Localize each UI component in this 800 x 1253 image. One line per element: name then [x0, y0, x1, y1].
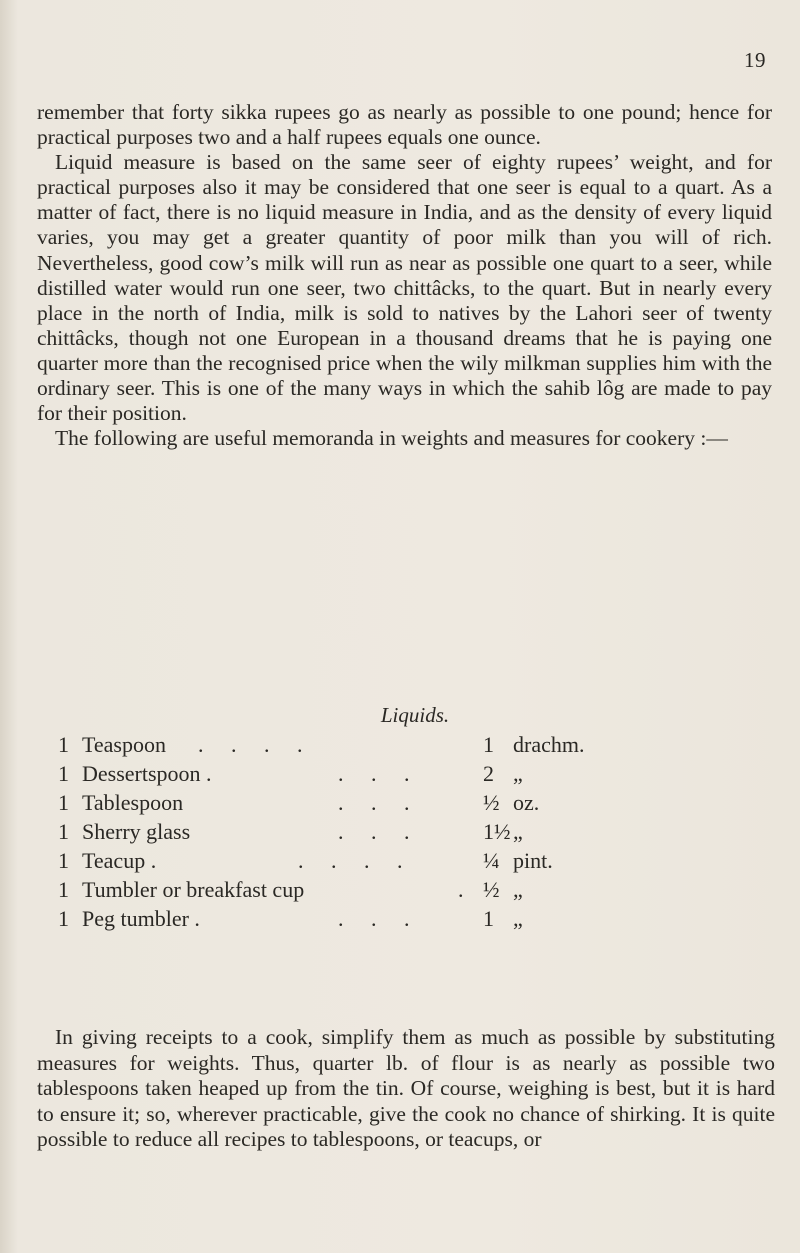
row-quantity: 2: [483, 761, 494, 786]
lower-text: [37, 1025, 775, 1153]
liquids-table: [58, 732, 778, 935]
liquids-row: [58, 848, 778, 877]
row-measure: Dessertspoon .: [82, 761, 212, 786]
row-quantity: 1: [483, 906, 494, 931]
row-leader-dots: . . . .: [198, 732, 314, 757]
row-unit: „: [513, 906, 523, 931]
row-quantity: 1: [483, 732, 494, 757]
liquids-row: [58, 790, 778, 819]
row-measure: Sherry glass: [82, 819, 191, 844]
row-count: 1: [58, 790, 69, 815]
row-quantity: ¼: [483, 848, 500, 873]
liquids-row: [58, 819, 778, 848]
row-leader-dots: . . .: [338, 819, 421, 844]
body-text: [37, 100, 772, 451]
row-measure: Tumbler or breakfast cup: [82, 877, 305, 902]
row-unit: „: [513, 877, 523, 902]
paragraph-2: Liquid measure is based on the same seer of eighty rupees’ weight, and for practical purposes also it may be considered that one seer is equal to a quart. As a matter of fact, there is no liquid measure in India, and as the density of every liquid varies, you may get a greater quantity of poor milk than you will of rich. Nevertheless, good cow’s milk will run as near as possible one quart to a seer, while distilled water would run one seer, two chittâcks, to the quart. But in nearly every place in the north of India, milk is sold to natives by the Lahori seer of twenty chittâcks, though not one European in a thousand dreams that he is paying one quarter more than the recognised price when the wily milkman supplies him with the ordinary seer. This is one of the many ways in which the sahib lôg are made to pay for their position.: [37, 150, 772, 426]
row-measure: Teaspoon: [82, 732, 166, 757]
row-leader-dots: . . .: [338, 906, 421, 931]
paragraph-1: remember that forty sikka rupees go as nearly as possible to one pound; hence for practical purposes two and a half rupees equals one ounce.: [37, 100, 772, 150]
row-leader-dots: . . . .: [298, 848, 414, 873]
row-count: 1: [58, 877, 69, 902]
row-leader-dots: . . .: [338, 761, 421, 786]
row-unit: drachm.: [513, 732, 585, 757]
liquids-row: [58, 732, 778, 761]
row-count: 1: [58, 732, 69, 757]
row-leader-dots: .: [458, 877, 475, 902]
page-number: 19: [744, 48, 766, 72]
row-quantity: ½: [483, 877, 500, 902]
liquids-row: [58, 877, 778, 906]
row-quantity: 1½: [483, 819, 511, 844]
paragraph-4: In giving receipts to a cook, simplify them as much as possible by substituting measures for weights. Thus, quarter lb. of flour is as nearly as possible two tablespoons taken heaped up from the tin. Of course, weighing is best, but it is hard to ensure it; so, wherever practicable, give the cook no chance of shirking. It is quite possible to reduce all recipes to tablespoons, or teacups, or: [37, 1025, 775, 1151]
row-quantity: ½: [483, 790, 500, 815]
row-measure: Tablespoon: [82, 790, 184, 815]
liquids-heading: Liquids.: [380, 703, 450, 727]
liquids-row: [58, 906, 778, 935]
liquids-row: [58, 761, 778, 790]
row-count: 1: [58, 761, 69, 786]
row-count: 1: [58, 848, 69, 873]
row-unit: pint.: [513, 848, 553, 873]
row-unit: oz.: [513, 790, 540, 815]
row-measure: Teacup .: [82, 848, 157, 873]
row-count: 1: [58, 906, 69, 931]
row-leader-dots: . . .: [338, 790, 421, 815]
row-unit: „: [513, 819, 523, 844]
row-count: 1: [58, 819, 69, 844]
row-unit: „: [513, 761, 523, 786]
row-measure: Peg tumbler .: [82, 906, 200, 931]
paragraph-3: The following are useful memoranda in weights and measures for cookery :—: [55, 426, 728, 451]
